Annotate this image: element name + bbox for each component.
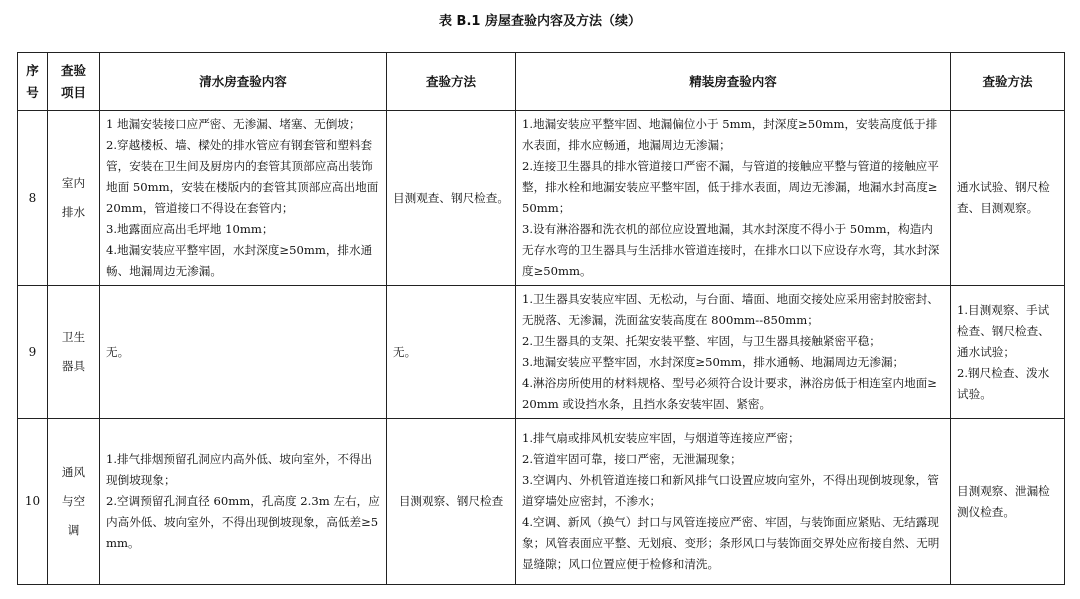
header-num: 序 号 xyxy=(18,53,48,111)
row-number: 9 xyxy=(18,286,48,419)
fine-method-cell: 1.目测观察、手试检查、钢尺检查、通水试验； 2.钢尺检查、泼水试验。 xyxy=(951,286,1065,419)
header-item: 查验 项目 xyxy=(48,53,100,111)
header-plain-method: 查验方法 xyxy=(387,53,516,111)
header-fine-content: 精装房查验内容 xyxy=(516,53,951,111)
plain-content-cell: 1 地漏安装接口应严密、无渗漏、堵塞、无倒坡； 2.穿越楼板、墙、樑处的排水管应有钢套管和塑料套管，安装在卫生间及厨房内的套管其顶部应高出装饰地面 50mm，安装在楼版内的套管其顶部应高出地面 20mm，管道接口不得设在套管内； 3.地露面应高出毛坪地 10mm； 4.地漏安装应平整牢固，水封深度≥50mm，排水通畅、地漏周边无渗漏。 xyxy=(100,111,387,286)
table-row xyxy=(18,286,1065,419)
row-number: 10 xyxy=(18,419,48,585)
table-title: 表 B.1 房屋查验内容及方法（续） xyxy=(439,14,641,29)
fine-method-cell: 通水试验、钢尺检查、目测观察。 xyxy=(951,111,1065,286)
header-plain-content: 清水房查验内容 xyxy=(100,53,387,111)
row-item: 卫生 器具 xyxy=(48,286,100,419)
fine-content-cell: 1.地漏安装应平整牢固、地漏偏位小于 5mm，封深度≥50mm，安装高度低于排水表面，排水应畅通，地漏周边无渗漏； 2.连接卫生器具的排水管道接口严密不漏，与管道的接触应平整与管道的接触应平整，排水栓和地漏安装应平整牢固，低于排水表面，周边无渗漏，地漏水封高度≥50mm； 3.设有淋浴器和洗衣机的部位应设置地漏，其水封深度不得小于 50mm，构造内无存水弯的卫生器具与生活排水管道连接时，在排水口以下应设存水弯，其水封深度≥50mm。 xyxy=(516,111,951,286)
header-fine-method: 查验方法 xyxy=(951,53,1065,111)
fine-method-cell: 目测观察、泄漏检测仪检查。 xyxy=(951,419,1065,585)
plain-content-cell: 无。 xyxy=(100,286,387,419)
table-row xyxy=(18,419,1065,585)
row-item: 通风 与空 调 xyxy=(48,419,100,585)
table-row xyxy=(18,111,1065,286)
fine-content-cell: 1.排气扇或排风机安装应牢固，与烟道等连接应严密； 2.管道牢固可靠，接口严密，无泄漏现象； 3.空调内、外机管道连接口和新风排气口设置应坡向室外，不得出现倒坡现象，管道穿墙处应密封，不渗水； 4.空调、新风（换气）封口与风管连接应严密、牢固，与装饰面应紧贴、无结露现象；风管表面应平整、无划痕、变形；条形风口与装饰面交界处应衔接自然、无明显缝隙；风口位置应便于检修和清洗。 xyxy=(516,419,951,585)
plain-method-cell: 无。 xyxy=(387,286,516,419)
row-item: 室内 排水 xyxy=(48,111,100,286)
row-number: 8 xyxy=(18,111,48,286)
plain-content-cell: 1.排气排烟预留孔洞应内高外低、坡向室外，不得出现倒坡现象； 2.空调预留孔洞直径 60mm，孔高度 2.3m 左右，应内高外低、坡向室外，不得出现倒坡现象，高低差≥5mm。 xyxy=(100,419,387,585)
header-row xyxy=(18,53,1065,111)
plain-method-cell: 目测观察、钢尺检查 xyxy=(387,419,516,585)
plain-method-cell: 目测观查、钢尺检查。 xyxy=(387,111,516,286)
fine-content-cell: 1.卫生器具安装应牢固、无松动，与台面、墙面、地面交接处应采用密封胶密封、无脱落、无渗漏，洗面盆安装高度在 800mm--850mm； 2.卫生器具的支架、托架安装平整、牢固，与卫生器具接触紧密平稳； 3.地漏安装应平整牢固，水封深度≥50mm，排水通畅、地漏周边无渗漏； 4.淋浴房所使用的材料规格、型号必须符合设计要求，淋浴房低于相连室内地面≥20mm 或设挡水条，且挡水条安装牢固、紧密。 xyxy=(516,286,951,419)
inspection-table xyxy=(17,52,1065,585)
